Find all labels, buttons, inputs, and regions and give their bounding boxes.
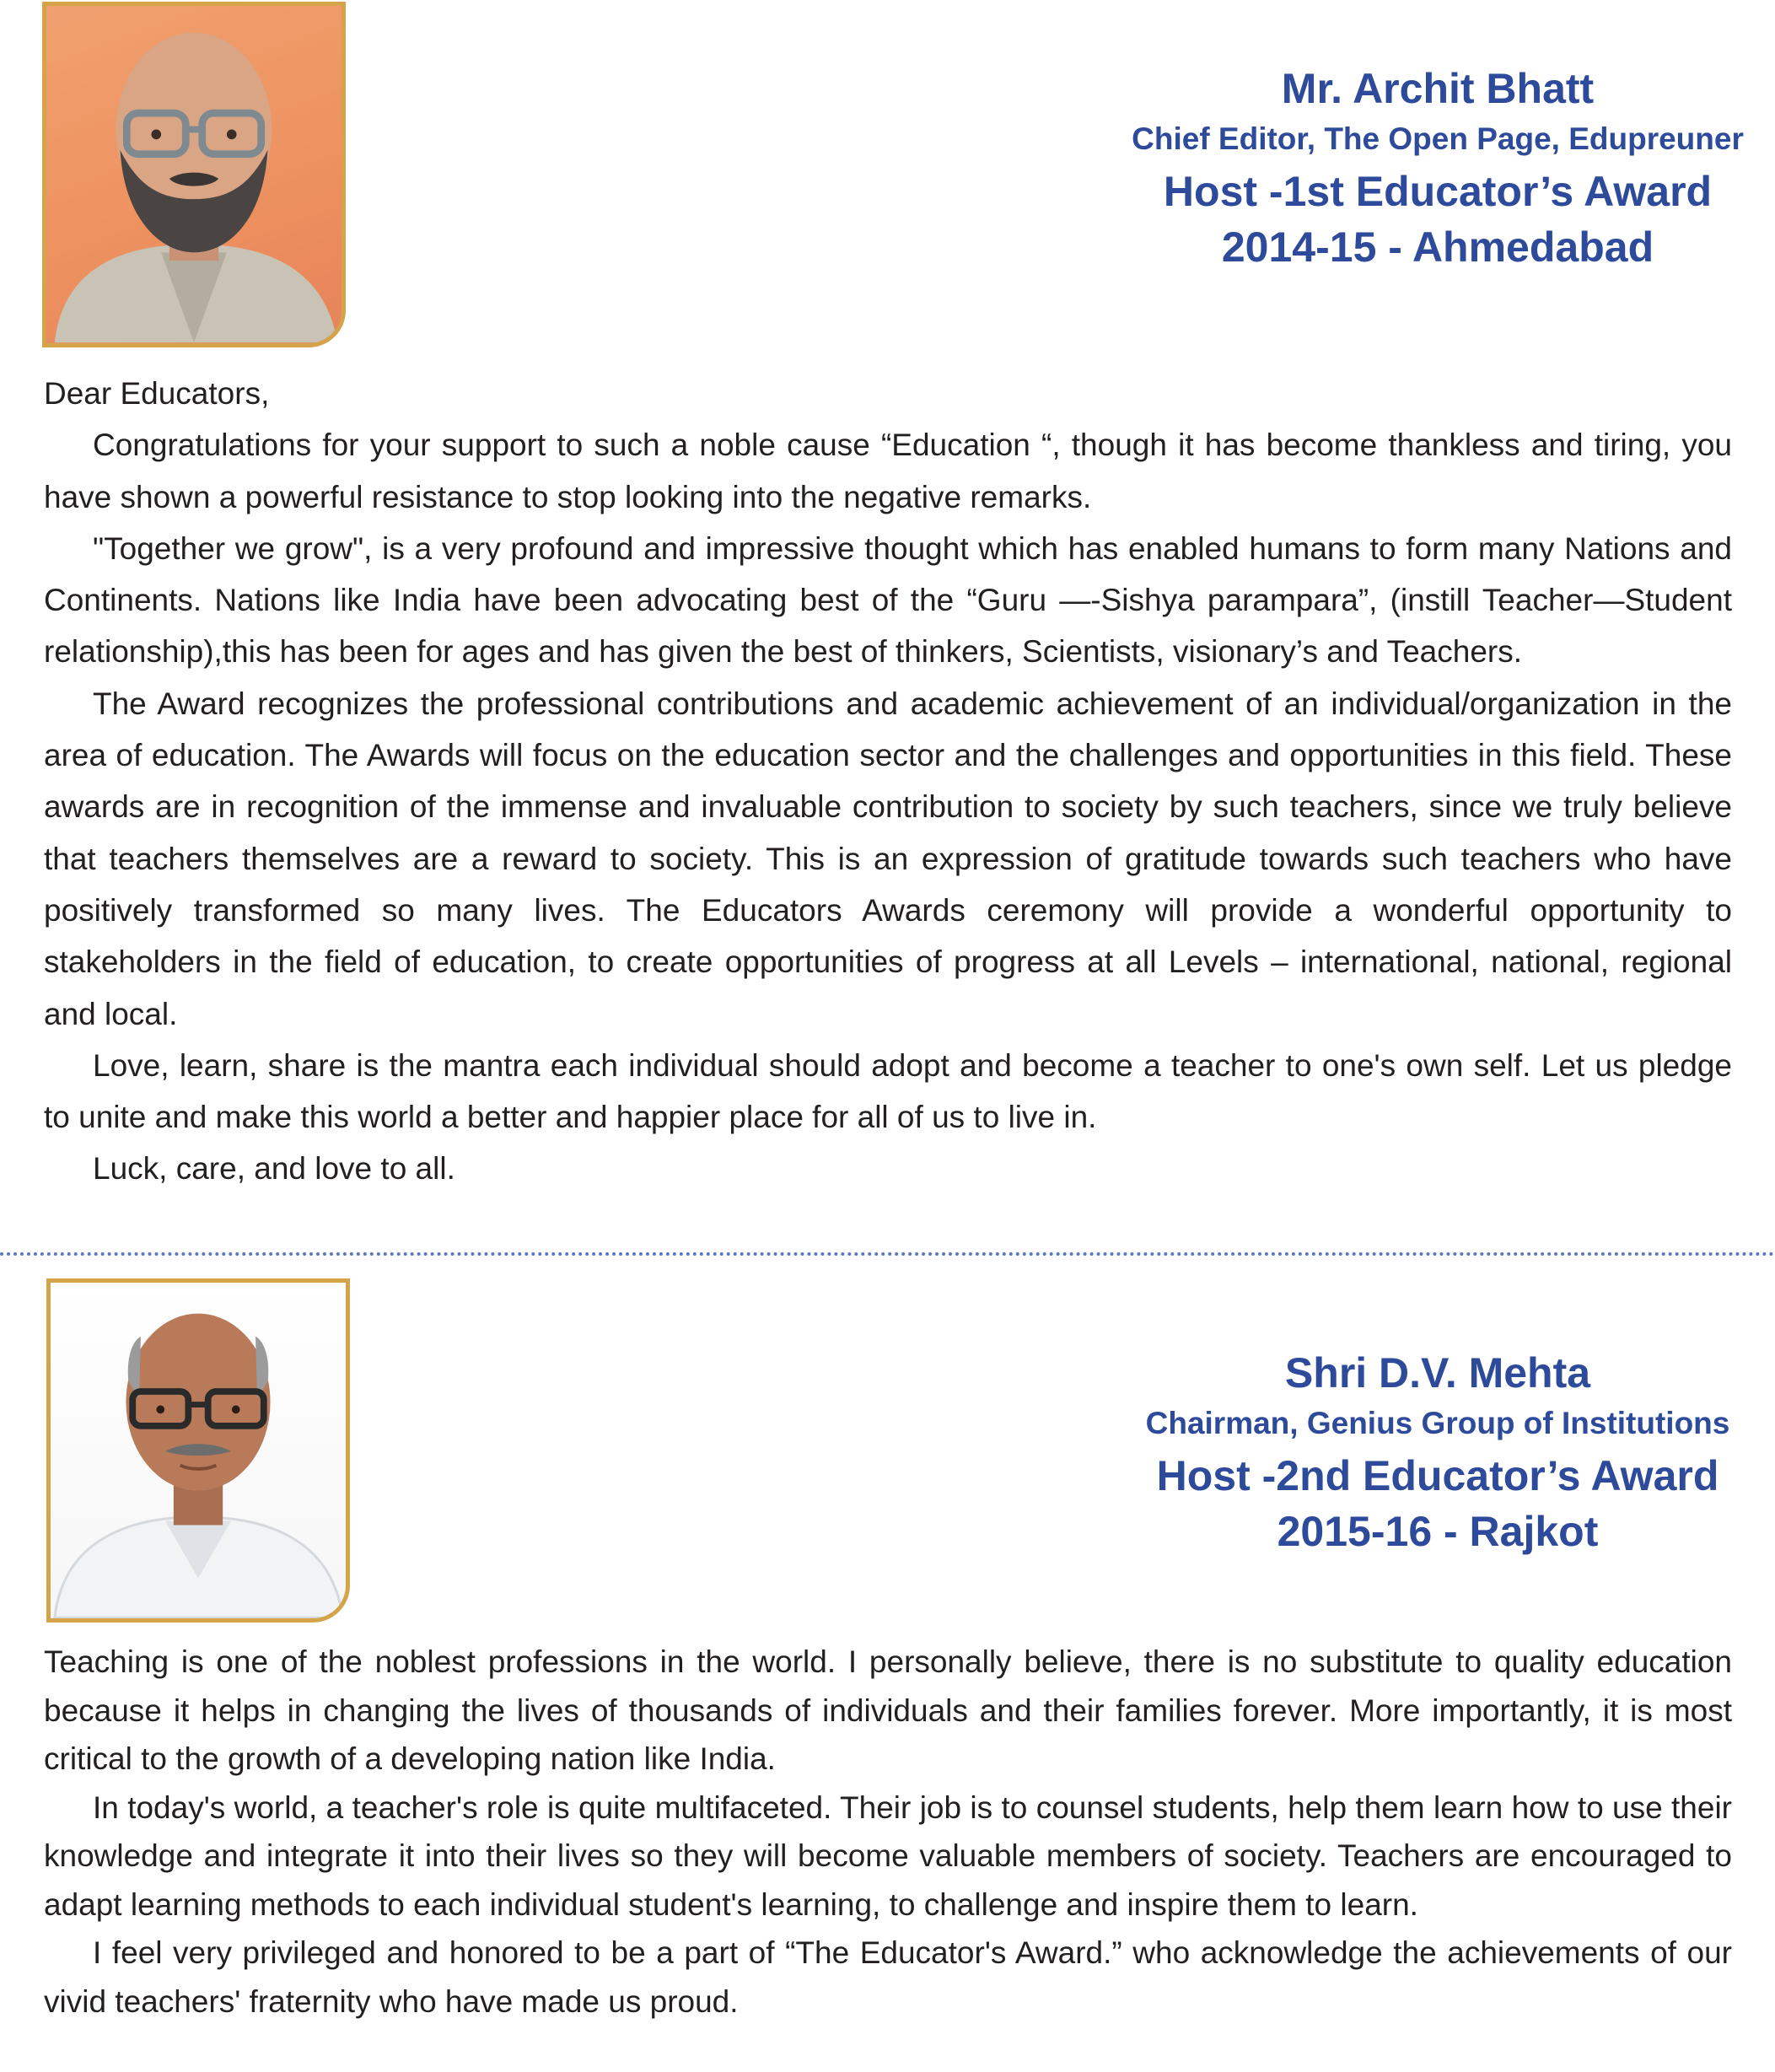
- paragraph: The Award recognizes the professional contributions and academic achievement of an individual/organization in the area of education. The Awards will focus on the education sector and the challenges and opportunities in this field. These awards are in recognition of the immense and invaluable contribution to society by such teachers, since we truly believe that teachers themselves are a reward to society. This is an expression of gratitude towards such teachers who have positively transformed so many lives. The Educators Awards ceremony will provide a wonderful opportunity to stakeholders in the field of education, to create opportunities of progress at all Levels – international, national, regional and local.: [44, 686, 1732, 1031]
- paragraph: Luck, care, and love to all.: [93, 1151, 455, 1187]
- letter-body-1: [44, 368, 1732, 1195]
- host-heading-1: [1121, 62, 1754, 275]
- host-year-city: 2015-16 - Rajkot: [1277, 1508, 1599, 1555]
- portrait-illustration: [51, 1283, 346, 1618]
- host-award: Host -2nd Educator’s Award: [1156, 1452, 1719, 1499]
- host-role: Chairman, Genius Group of Institutions: [1145, 1406, 1730, 1440]
- host-award: Host -1st Educator’s Award: [1163, 168, 1713, 215]
- host-name: Mr. Archit Bhatt: [1281, 65, 1595, 112]
- host-heading-2: [1121, 1347, 1754, 1559]
- portrait-photo-dv-mehta: [46, 1278, 350, 1623]
- paragraph: "Together we grow", is a very profound and impressive thought which has enabled humans to form many Nations and Continents. Nations like India have been advocating best of the “Guru —-Sishya parampara”, (instill Teacher—Student relationship),this has been for ages and has given the best of thinkers, Scientists, visionary’s and Teachers.: [44, 530, 1732, 670]
- portrait-illustration: [46, 6, 342, 343]
- paragraph: Love, learn, share is the mantra each individual should adopt and become a teacher to one's own self. Let us pledge to unite and make this world a better and happier place for all of us to live in.: [44, 1047, 1732, 1135]
- host-role: Chief Editor, The Open Page, Edupreuner: [1132, 121, 1744, 156]
- host-name: Shri D.V. Mehta: [1284, 1349, 1591, 1397]
- greeting: Dear Educators,: [44, 376, 270, 411]
- letter-body-2: [44, 1638, 1732, 2026]
- paragraph: I feel very privileged and honored to be a part of “The Educator's Award.” who acknowledge the achievements of our vivid teachers' fraternity who have made us proud.: [44, 1935, 1732, 2019]
- host-year-city: 2014-15 - Ahmedabad: [1221, 223, 1654, 271]
- paragraph: In today's world, a teacher's role is quite multifaceted. Their job is to counsel students, help them learn how to use their knowledge and integrate it into their lives so they will become valuable members of society. Teachers are encouraged to adapt learning methods to each individual student's learning, to challenge and inspire them to learn.: [44, 1789, 1732, 1922]
- paragraph: Teaching is one of the noblest professions in the world. I personally believe, there is no substitute to quality education because it helps in changing the lives of thousands of individuals and their families forever. More importantly, it is most critical to the growth of a developing nation like India.: [44, 1644, 1732, 1776]
- section-divider: [0, 1252, 1775, 1256]
- portrait-photo-archit-bhatt: [42, 2, 346, 347]
- paragraph: Congratulations for your support to such a noble cause “Education “, though it has become thankless and tiring, you have shown a powerful resistance to stop looking into the negative remarks.: [44, 428, 1732, 514]
